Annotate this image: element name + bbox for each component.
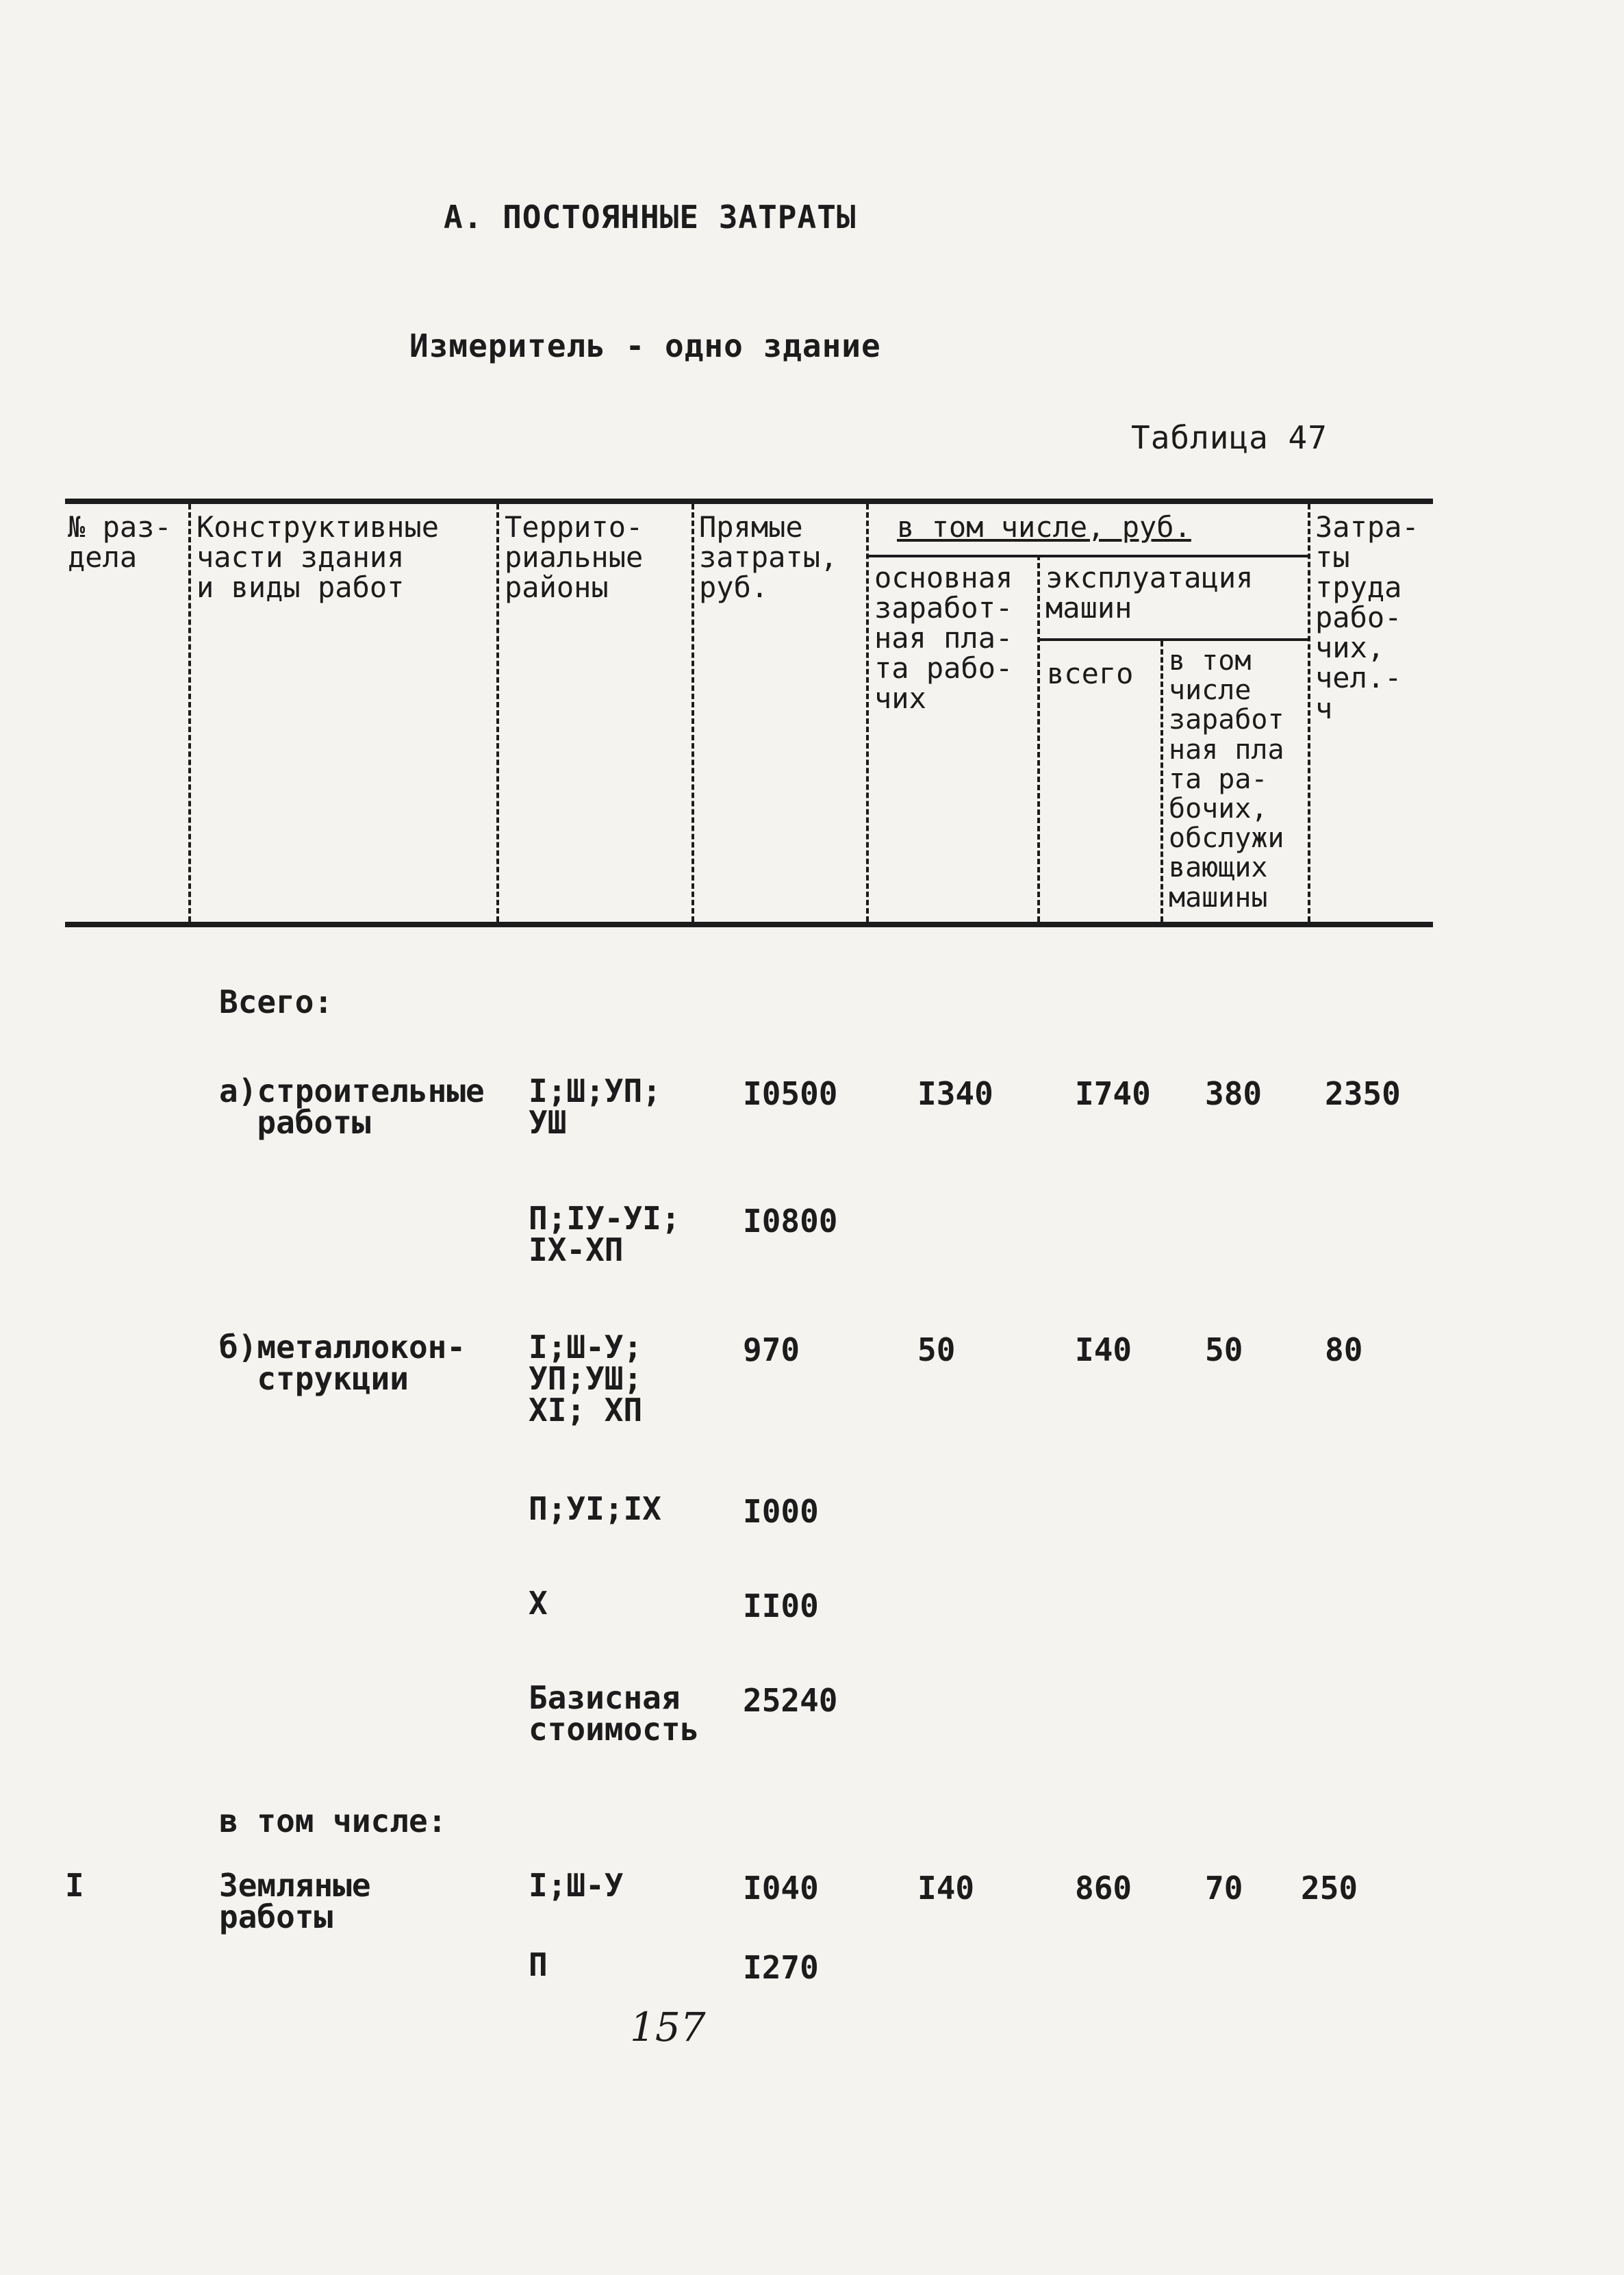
row-a-label: а)строительные работы <box>219 1072 485 1141</box>
row-1-regions-1: I;Ш-У <box>529 1867 624 1904</box>
column-divider <box>1037 555 1040 922</box>
header-machines: эксплуатация машин <box>1045 561 1254 625</box>
row-b-direct-3: II00 <box>743 1587 819 1624</box>
row-a-machines-total-1: I740 <box>1075 1075 1151 1112</box>
table-header <box>65 499 1433 927</box>
row-1-wages-1: I40 <box>917 1870 975 1907</box>
row-1-machines-total-1: 860 <box>1075 1870 1132 1907</box>
row-b-labor-1: 80 <box>1325 1331 1363 1368</box>
row-b-regions-1: I;Ш-У; УП;УШ; ХI; ХП <box>529 1329 643 1429</box>
row-a-direct-2: I0800 <box>743 1203 838 1240</box>
group-divider <box>1040 638 1308 641</box>
header-labor: Затра- ты труда рабо- чих, чел.- ч <box>1315 510 1419 725</box>
total-label: Всего: <box>219 983 333 1020</box>
base-cost-label: Базисная стоимость <box>529 1679 700 1748</box>
header-machines-total: всего <box>1047 657 1134 690</box>
table-label: Таблица 47 <box>1131 419 1328 456</box>
row-1-label: Земляные работы <box>219 1867 371 1935</box>
section-heading: А. ПОСТОЯННЫЕ ЗАТРАТЫ <box>444 199 857 236</box>
column-divider <box>1308 504 1310 922</box>
row-a-labor-1: 2350 <box>1325 1075 1401 1112</box>
row-b-machines-total-1: I40 <box>1075 1331 1132 1368</box>
row-b-direct-1: 970 <box>743 1331 800 1368</box>
header-including: в том числе, руб. <box>897 510 1191 544</box>
header-parts: Конструктивные части здания и виды работ <box>196 510 440 605</box>
row-a-regions-2: П;IУ-УI; IХ-ХП <box>529 1200 681 1268</box>
column-divider <box>496 504 499 922</box>
including-label: в том числе: <box>219 1802 447 1839</box>
row-a-machines-wages-1: 380 <box>1205 1075 1263 1112</box>
column-divider <box>188 504 191 922</box>
row-1-labor-1: 250 <box>1301 1870 1358 1907</box>
row-1-direct-1: I040 <box>743 1870 819 1907</box>
row-b-wages-1: 50 <box>917 1331 956 1368</box>
row-a-direct-1: I0500 <box>743 1075 838 1112</box>
row-1-regions-2: П <box>529 1946 548 1983</box>
group-divider <box>869 555 1308 557</box>
header-machines-wages: в том числе заработ ная пла та ра- бочих, обслужи вающих машины <box>1169 645 1284 914</box>
header-section-no: № раз- дела <box>68 510 172 575</box>
row-1-direct-2: I270 <box>743 1949 819 1986</box>
page-number: 157 <box>630 2004 706 2050</box>
column-divider <box>692 504 694 922</box>
row-b-machines-wages-1: 50 <box>1205 1331 1243 1368</box>
row-b-regions-2: П;УI;IХ <box>529 1490 661 1527</box>
row-b-regions-3: Х <box>529 1585 548 1622</box>
header-wages: основная заработ- ная пла- та рабо- чих <box>874 561 1013 716</box>
row-a-regions-1: I;Ш;УП; УШ <box>529 1072 661 1141</box>
base-cost-value: 25240 <box>743 1682 838 1719</box>
row-b-direct-2: I000 <box>743 1493 819 1530</box>
header-regions: Террито- риальные районы <box>505 510 644 605</box>
row-1-machines-wages-1: 70 <box>1205 1870 1243 1907</box>
header-direct-costs: Прямые затраты, руб. <box>699 510 838 605</box>
row-1-number: I <box>65 1867 84 1904</box>
column-divider <box>1160 641 1163 922</box>
column-divider <box>866 504 869 922</box>
measure-line: Измеритель - одно здание <box>409 327 881 364</box>
row-b-label: б)металлокон- струкции <box>219 1329 466 1397</box>
row-a-wages-1: I340 <box>917 1075 993 1112</box>
